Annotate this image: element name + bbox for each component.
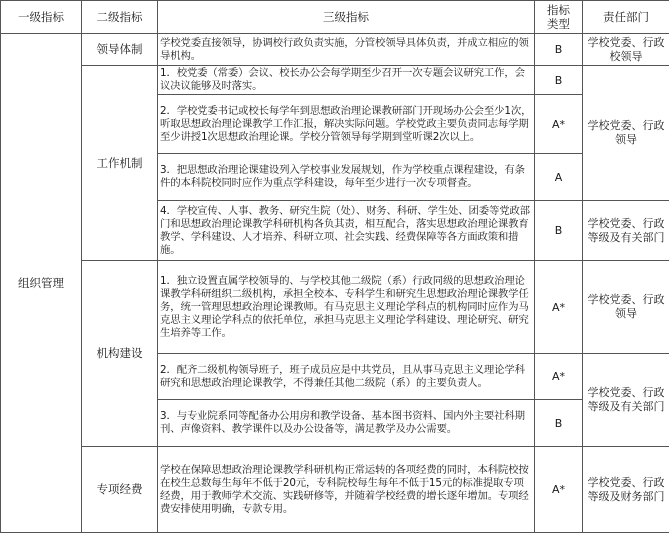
type-cell: A* <box>535 95 583 154</box>
level3-cell: 1．校党委（常委）会议、校长办公会每学期至少召开一次专题会议研究工作，会议决议能够及时落实。 <box>158 66 535 95</box>
dept-cell: 学校党委、行政等级及财务部门 <box>583 447 669 533</box>
level2-cell: 领导体制 <box>82 34 158 66</box>
level1-cell: 组织管理 <box>1 34 82 533</box>
table-row <box>1 261 669 354</box>
table-row <box>1 447 669 533</box>
type-cell: A* <box>535 447 583 533</box>
level2-cell: 机构建设 <box>82 261 158 447</box>
level3-cell: 学校在保障思想政治理论课教学科研机构正常运转的各项经费的同时，本科院校按在校生总数每生每年不低于20元，专科院校每生每年不低于15元的标准提取专项经费，用于教师学术交流、实践研修等，并随着学校经费的增长逐年增加。专项经费安排使用明确，专款专用。 <box>158 447 535 533</box>
level2-cell: 专项经费 <box>82 447 158 533</box>
type-cell: B <box>535 34 583 66</box>
type-cell: A* <box>535 261 583 354</box>
header-dept: 责任部门 <box>583 1 669 34</box>
dept-cell: 学校党委、行政领导 <box>583 66 669 201</box>
dept-cell: 学校党委、行政领导 <box>583 261 669 354</box>
level3-cell: 学校党委直接领导，协调校行政负责实施，分管校领导具体负责，并成立相应的领导机构。 <box>158 34 535 66</box>
table-row <box>1 66 669 95</box>
level3-cell: 3．把思想政治理论课建设列入学校事业发展规划，作为学校重点课程建设，有条件的本科院校同时应作为重点学科建设，每年至少进行一次专项督查。 <box>158 154 535 201</box>
dept-cell: 学校党委、行政校领导 <box>583 34 669 66</box>
header-type: 指标类型 <box>535 1 583 34</box>
dept-cell: 学校党委、行政等级及有关部门 <box>583 201 669 261</box>
level3-cell: 4．学校宣传、人事、教务、研究生院（处）、财务、科研、学生处、团委等党政部门和思想政治理论课教学科研机构各负其责，相互配合，落实思想政治理论课教育教学、学科建设、人才培养、科研立项、社会实践、经费保障等各方面政策和措施。 <box>158 201 535 261</box>
level3-cell: 2．配齐二级机构领导班子，班子成员应是中共党员，且从事马克思主义理论学科研究和思想政治理论课教学，不得兼任其他二级院（系）的主要负责人。 <box>158 354 535 400</box>
dept-cell: 学校党委、行政等级及有关部门 <box>583 354 669 447</box>
level3-cell: 1．独立设置直属学校领导的、与学校其他二级院（系）行政同级的思想政治理论课教学科研组织二级机构，承担全校本、专科学生和研究生思想政治理论课教学任务，统一管理思想政治理论课教师。有马克思主义理论学科点的机构同时应作为马克思主义理论学科点的依托单位，承担马克思主义理论学科建设、理论研究、研究生培养等工作。 <box>158 261 535 354</box>
level2-cell: 工作机制 <box>82 66 158 261</box>
table-row <box>1 34 669 66</box>
header-row <box>1 1 669 34</box>
header-level2: 二级指标 <box>82 1 158 34</box>
level3-cell: 2．学校党委书记或校长每学年到思想政治理论课教研部门开现场办公会至少1次，听取思想政治理论课教学工作汇报，解决实际问题。学校党政主要负责同志每学期至少讲授1次思想政治理论课。学校分管领导每学期到堂听课2次以上。 <box>158 95 535 154</box>
type-cell: B <box>535 201 583 261</box>
type-cell: A* <box>535 354 583 400</box>
type-cell: B <box>535 400 583 447</box>
type-cell: A <box>535 154 583 201</box>
type-cell: B <box>535 66 583 95</box>
header-level1: 一级指标 <box>1 1 82 34</box>
header-level3: 三级指标 <box>158 1 535 34</box>
level3-cell: 3．与专业院系同等配备办公用房和教学设备、基本图书资料、国内外主要社科期刊、声像资料、教学课件以及办公设备等，满足教学及办公需要。 <box>158 400 535 447</box>
